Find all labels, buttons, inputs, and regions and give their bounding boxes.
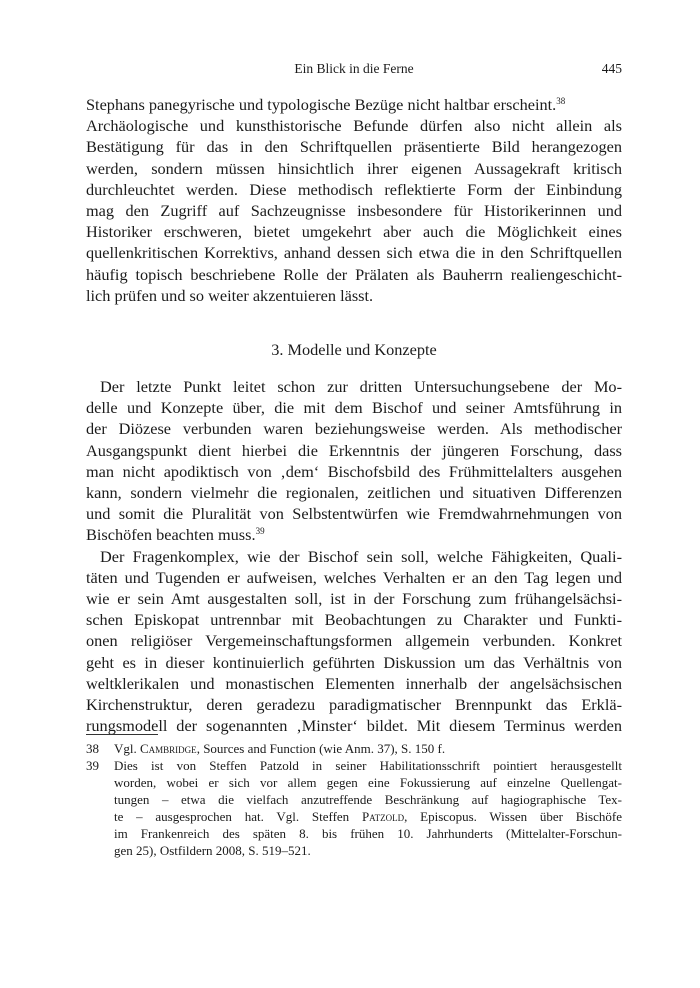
footnote-number: 38: [86, 741, 99, 756]
paragraph-line: Bestätigung für das in den Schriftquellen präsentierte Bild herangezogen: [86, 137, 622, 157]
footnote-38: 38 Vgl. Cambridge, Sources and Function (wie Anm. 37), S. 150 f.: [86, 741, 446, 756]
paragraph-line: rungsmodell der sogenannten ‚Minster‘ bildet. Mit diesem Terminus werden: [86, 716, 622, 736]
paragraph-line: wie er sein Amt ausgestalten soll, ist in der Forschung zum frühangelsächsi-: [86, 588, 622, 608]
paragraph-line: werden, sondern müssen hinsichtlich ihrer eigenen Aussagekraft kritisch: [86, 158, 622, 178]
paragraph-line: Der letzte Punkt leitet schon zur dritten Untersuchungsebene der Mo-: [100, 377, 622, 396]
paragraph-line: man nicht apodiktisch von ‚dem‘ Bischofsbild des Frühmittelalters ausgehen: [86, 461, 622, 481]
footnote-ref-39[interactable]: 39: [255, 526, 265, 537]
paragraph-line: durchleuchtet werden. Diese methodisch reflektierte Form der Einbindung: [86, 179, 622, 199]
footnote-number: 39: [86, 758, 99, 773]
author-name: Patzold: [361, 809, 405, 824]
paragraph-line: delle und Konzepte über, die mit dem Bischof und seiner Amtsführung in: [86, 398, 622, 418]
footnote-line: worden, wobei er sich vor allem gegen eine Fokussierung auf einzelne Quellengat-: [114, 775, 622, 790]
page-number: 445: [601, 61, 622, 76]
paragraph-line: geht es in dieser kontinuierlich geführten Diskussion um das Verhältnis von: [86, 652, 622, 672]
footnotes: [86, 740, 622, 859]
running-head: [86, 61, 622, 81]
paragraph-line: und somit die Pluralität von Selbstentwürfen wie Fremdwahrnehmungen von: [86, 504, 622, 524]
section-heading: 3. Modelle und Konzepte: [271, 340, 437, 359]
paragraph-line: mag den Zugriff auf Sachzeugnisse insbesondere für Historikerinnen und: [86, 200, 622, 220]
paragraph-2: [86, 376, 622, 546]
footnote-separator: [86, 734, 158, 735]
paragraph-line: Ausgangspunkt dient hierbei die Erkenntnis der jüngeren Forschung, dass: [86, 440, 622, 460]
paragraph-line: schen Episkopat untrennbar mit Beobachtungen zu Charakter und Funkti-: [86, 610, 622, 630]
footnote-line: im Frankenreich des späten 8. bis frühen 10. Jahrhunderts (Mittelalter-Forschun-: [114, 826, 622, 841]
paragraph-line: Stephans panegyrische und typologische Bezüge nicht haltbar erscheint.$^{38}$: [86, 95, 566, 114]
paragraph-line: täten und Tugenden er aufweisen, welches Verhalten er an den Tag legen und: [86, 567, 622, 587]
paragraph-line: häufig topisch beschriebene Rolle der Prälaten als Bauherrn realiengeschicht-: [86, 264, 622, 284]
footnote-39: 39 Dies ist von Steffen Patzold in seiner Habilitationsschrift pointiert herausgestellt: [86, 758, 622, 773]
running-title: Ein Blick in die Ferne: [294, 61, 414, 76]
paragraph-line: Historiker erschweren, bietet umgekehrt aber auch die Möglichkeit eines: [86, 222, 622, 242]
paragraph-line: Kirchenstruktur, deren geradezu paradigmatischer Brennpunkt das Erklä-: [86, 694, 622, 714]
footnote-ref-38[interactable]: 38: [556, 96, 566, 106]
paragraph-3: [86, 546, 622, 737]
paragraph-line: der Diözese verbunden waren beziehungsweise werden. Als methodischer: [86, 419, 622, 439]
paragraph-line: weltklerikalen und monastischen Elementen innerhalb der angelsächsischen: [86, 673, 622, 693]
paragraph-line: Bischöfen beachten muss.$^{39}$: [86, 525, 265, 545]
footnote-line: te – ausgesprochen hat. Vgl. Steffen Patzold, Episcopus. Wissen über Bischöfe: [114, 809, 622, 824]
paragraph-line: Der Fragenkomplex, wie der Bischof sein soll, welche Fähigkeiten, Quali-: [100, 546, 622, 566]
paragraph-line: Archäologische und kunsthistorische Befunde dürfen also nicht allein als: [86, 116, 622, 136]
paragraph-line: lich prüfen und so weiter akzentuieren lässt.: [86, 285, 374, 305]
author-name: Cambridge: [140, 741, 197, 756]
paragraph-line: kann, sondern vielmehr die regionalen, zeitlichen und situativen Differenzen: [86, 482, 622, 502]
paragraph-1: [86, 94, 622, 306]
paragraph-line: onen religiöser Vergemeinschaftungsformen allgemein verbunden. Konkret: [86, 631, 622, 651]
footnote-line: gen 25), Ostfildern 2008, S. 519–521.: [114, 843, 311, 858]
paragraph-line: quellenkritischen Korrektivs, anhand dessen sich etwa die in den Schriftquellen: [86, 243, 622, 263]
footnote-line: tungen – etwa die vielfach anzutreffende Beschränkung auf hagiographische Tex-: [114, 792, 622, 807]
